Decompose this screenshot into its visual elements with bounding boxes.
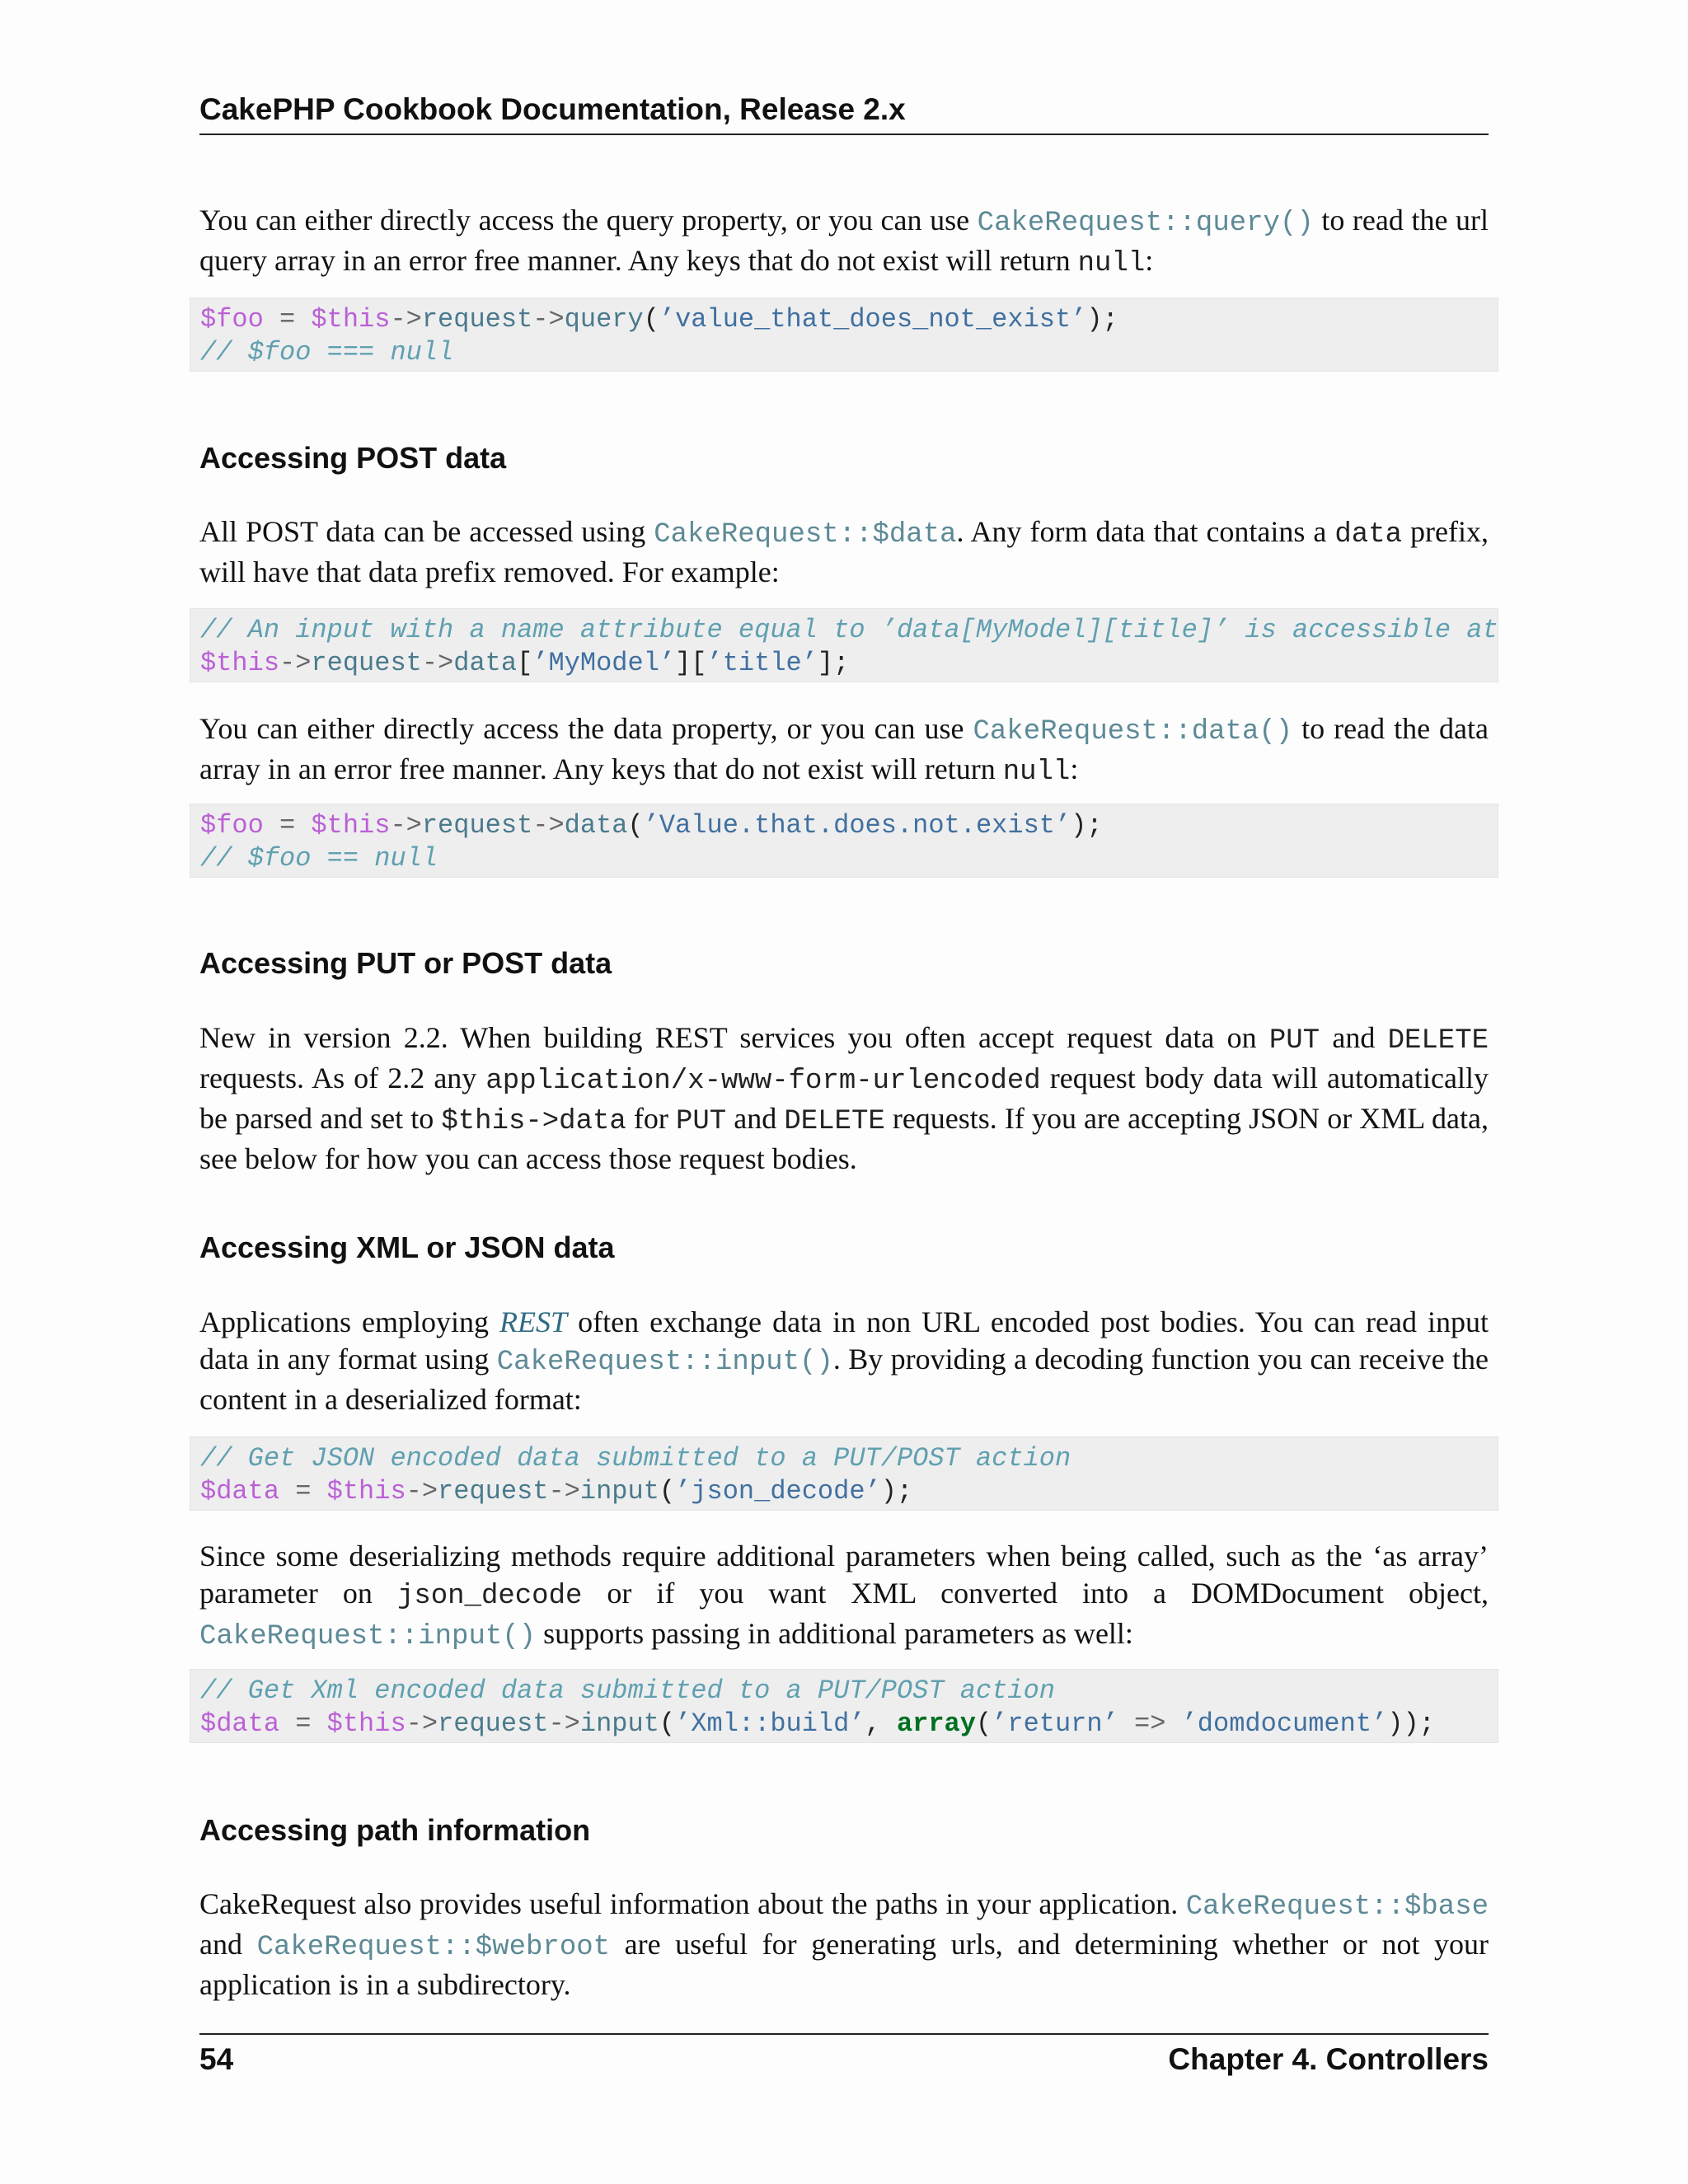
- inline-code: DELETE: [1387, 1025, 1489, 1057]
- inline-code: PUT: [675, 1106, 727, 1137]
- code-token: [: [517, 648, 533, 678]
- code-token: $data: [200, 1476, 280, 1507]
- section-heading-xml: Accessing XML or JSON data: [199, 1230, 615, 1264]
- code-token: =: [263, 304, 312, 335]
- text: often exchange data in non URL encoded post bodies. You can read input data in any format using: [199, 1305, 1489, 1376]
- code-token: ’MyModel’: [532, 648, 676, 678]
- code-block: [190, 1436, 1498, 1511]
- paragraph-data: [199, 710, 1489, 791]
- text: :: [1145, 244, 1154, 277]
- code-token: $this: [326, 1708, 406, 1739]
- code-token: ’value_that_does_not_exist’: [659, 304, 1087, 335]
- paragraph-text: [199, 1886, 1489, 2004]
- code-token: );: [1086, 304, 1118, 335]
- text: . By providing a decoding function you can receive the content in a deserialized format:: [199, 1343, 1489, 1416]
- page-number: 54: [199, 2042, 234, 2076]
- footer-rule: [199, 2033, 1489, 2035]
- text: Since some deserializing methods require additional parameters when being called, such as the ‘as array’ parameter on: [199, 1540, 1489, 1610]
- text: to read the url query array in an error free manner. Any keys that do not exist will return: [199, 204, 1489, 277]
- code-token: ];: [817, 648, 850, 678]
- code-token: request: [421, 304, 533, 335]
- code-token: =>: [1118, 1708, 1182, 1739]
- paragraph-xml: [199, 1304, 1489, 1418]
- chapter-title: Chapter 4. Controllers: [1168, 2042, 1489, 2076]
- code-token: ->: [548, 1476, 580, 1507]
- code-token: ’return’: [992, 1708, 1118, 1739]
- code-block: [190, 1669, 1498, 1743]
- code-token: request: [311, 648, 422, 678]
- api-reference-link[interactable]: CakeRequest::$base: [1185, 1891, 1489, 1923]
- code-token: data: [564, 810, 628, 841]
- code-token: ’domdocument’: [1181, 1708, 1388, 1739]
- running-header: CakePHP Cookbook Documentation, Release 2.x: [199, 92, 906, 126]
- code-line: [200, 303, 1498, 336]
- text: CakeRequest also provides useful information about the paths in your application.: [199, 1887, 1186, 1920]
- text: Applications employing: [199, 1305, 500, 1338]
- code-token: ->: [406, 1708, 438, 1739]
- paragraph-post: [199, 513, 1489, 591]
- paragraph-text: [199, 202, 1489, 283]
- code-line: [200, 647, 1498, 680]
- text: :: [1070, 752, 1079, 785]
- api-reference-link[interactable]: CakeRequest::$webroot: [256, 1932, 611, 1963]
- code-token: (: [975, 1708, 992, 1739]
- section-heading-path: Accessing path information: [199, 1813, 591, 1847]
- code-line: [200, 809, 1498, 842]
- paragraph-text: [199, 1538, 1489, 1656]
- code-token: $foo: [200, 304, 264, 335]
- rest-link[interactable]: REST: [499, 1305, 568, 1338]
- code-token: ->: [548, 1708, 580, 1739]
- code-token: $foo: [200, 810, 264, 841]
- text: or if you want XML converted into a DOMDocument object,: [582, 1577, 1489, 1610]
- inline-code: PUT: [1268, 1025, 1320, 1057]
- code-token: ’Xml::build’: [675, 1708, 865, 1739]
- code-token: ->: [279, 648, 312, 678]
- paragraph-text: [199, 1019, 1489, 1178]
- code-token: =: [279, 1476, 327, 1507]
- code-token: $this: [311, 304, 391, 335]
- code-token: ->: [390, 810, 422, 841]
- text: requests. As of 2.2 any: [199, 1062, 486, 1094]
- text: You can either directly access the query property, or you can use: [199, 204, 978, 237]
- code-token: request: [438, 1476, 549, 1507]
- code-token: ->: [421, 648, 454, 678]
- code-token: ’title’: [706, 648, 818, 678]
- code-token: (: [643, 304, 659, 335]
- inline-code: data: [1334, 519, 1403, 551]
- code-block: [190, 804, 1498, 878]
- inline-code: $this->data: [441, 1106, 626, 1137]
- code-token: array: [896, 1708, 976, 1739]
- text: to read the data array in an error free manner. Any keys that do not exist will return: [199, 712, 1489, 785]
- code-token: $this: [311, 810, 391, 841]
- code-token: =: [263, 810, 312, 841]
- text: supports passing in additional parameters as well:: [536, 1617, 1133, 1650]
- code-comment: // Get Xml encoded data submitted to a PUT/POST action: [200, 1675, 1055, 1706]
- code-token: );: [1071, 810, 1103, 841]
- text: and: [199, 1928, 257, 1961]
- text: and: [726, 1102, 785, 1135]
- text: All POST data can be accessed using: [199, 515, 654, 548]
- paragraph-path: [199, 1886, 1489, 2004]
- code-block: [190, 298, 1498, 372]
- code-token: );: [880, 1476, 913, 1507]
- paragraph-text: [199, 1304, 1489, 1418]
- api-reference-link[interactable]: CakeRequest::input(): [496, 1347, 833, 1378]
- paragraph-text: [199, 513, 1489, 591]
- api-reference-link[interactable]: CakeRequest::$data: [654, 519, 957, 551]
- code-comment: // $foo === null: [200, 337, 454, 368]
- code-token: $this: [326, 1476, 406, 1507]
- section-heading-post: Accessing POST data: [199, 441, 507, 475]
- code-token: =: [279, 1708, 327, 1739]
- code-token: (: [627, 810, 644, 841]
- code-token: ));: [1387, 1708, 1435, 1739]
- code-token: request: [438, 1708, 549, 1739]
- paragraph-text: [199, 710, 1489, 791]
- code-token: ->: [532, 304, 565, 335]
- inline-code: application/x-www-form-urlencoded: [485, 1066, 1041, 1097]
- code-token: ,: [865, 1708, 897, 1739]
- api-reference-link[interactable]: CakeRequest::input(): [199, 1621, 537, 1652]
- inline-code: null: [1077, 248, 1146, 279]
- code-token: $this: [200, 648, 280, 678]
- text: for: [626, 1102, 676, 1135]
- inline-code: null: [1002, 757, 1071, 788]
- text: and: [1320, 1021, 1388, 1054]
- code-comment: // An input with a name attribute equal to ’data[MyModel][title]’ is accessible at: [200, 615, 1498, 645]
- section-heading-put: Accessing PUT or POST data: [199, 946, 612, 980]
- code-token: request: [421, 810, 533, 841]
- code-token: input: [579, 1708, 659, 1739]
- code-token: ’Value.that.does.not.exist’: [643, 810, 1071, 841]
- code-line: [200, 1708, 1498, 1741]
- api-reference-link[interactable]: CakeRequest::query(): [977, 208, 1314, 239]
- text: . Any form data that contains a: [956, 515, 1335, 548]
- code-comment: // $foo == null: [200, 843, 438, 874]
- code-token: ’json_decode’: [675, 1476, 881, 1507]
- inline-code: json_decode: [396, 1581, 583, 1612]
- code-token: ->: [390, 304, 422, 335]
- code-token: $data: [200, 1708, 280, 1739]
- code-token: ->: [406, 1476, 438, 1507]
- code-token: (: [659, 1476, 676, 1507]
- code-token: ][: [675, 648, 707, 678]
- code-token: ->: [532, 810, 565, 841]
- api-reference-link[interactable]: CakeRequest::data(): [973, 716, 1293, 748]
- text: prefix, will have that data prefix removed. For example:: [199, 515, 1489, 588]
- paragraph-deserialize: [199, 1538, 1489, 1656]
- text: New in version 2.2. When building REST services you often accept request data on: [199, 1021, 1269, 1054]
- code-token: query: [564, 304, 644, 335]
- code-token: input: [579, 1476, 659, 1507]
- text: requests. If you are accepting JSON or XML data, see below for how you can access those request bodies.: [199, 1102, 1489, 1175]
- header-rule: [199, 134, 1489, 135]
- text: You can either directly access the data property, or you can use: [199, 712, 973, 745]
- paragraph-query: [199, 202, 1489, 283]
- text: request body data will automatically be parsed and set to: [199, 1062, 1489, 1135]
- inline-code: DELETE: [784, 1106, 885, 1137]
- code-token: data: [453, 648, 518, 678]
- paragraph-put: [199, 1019, 1489, 1178]
- code-token: (: [659, 1708, 676, 1739]
- code-block: [190, 608, 1498, 682]
- code-comment: // Get JSON encoded data submitted to a PUT/POST action: [200, 1443, 1071, 1474]
- code-line: [200, 1475, 1498, 1508]
- text: are useful for generating urls, and determining whether or not your application is in a subdirectory.: [199, 1928, 1489, 2001]
